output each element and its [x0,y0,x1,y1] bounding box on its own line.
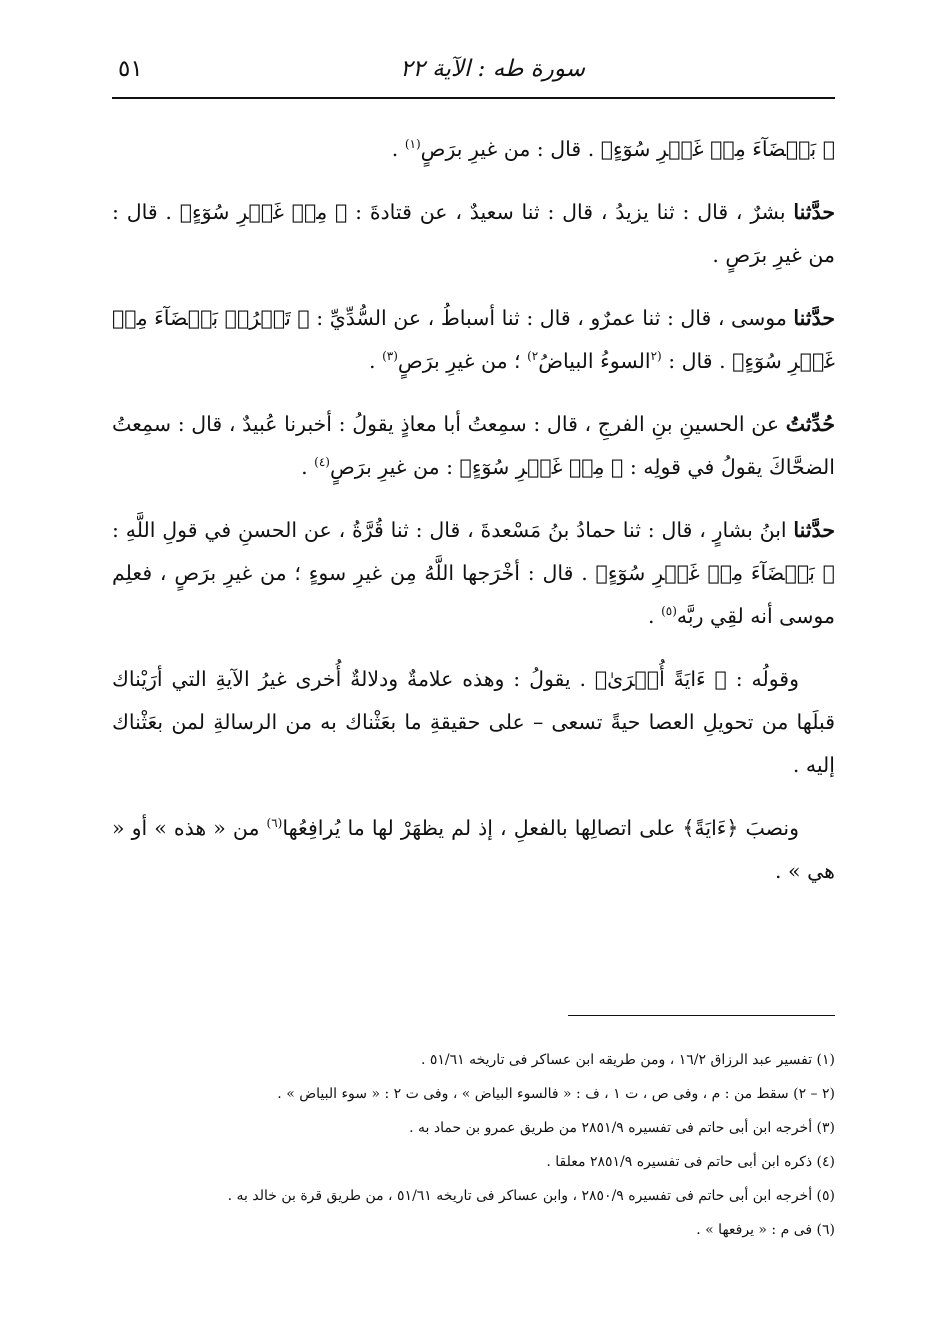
text-segment: ؛ من غيرِ برَصٍ [397,349,528,373]
paragraph [112,509,835,638]
page-number: ٥١ [118,56,143,82]
running-title: سورة طه : الآية ٢٢ [400,56,585,82]
text-segment: بشرٌ ، قال : ثنا يزيدُ ، قال : ثنا سعيدٌ ، عن قتادةَ : ﴿ مِنۡ غَيۡرِ سُوٓءٍ﴾ . قال : من غيرِ برَصٍ . [112,200,835,267]
footnote-reference[interactable]: (٤) [314,455,330,470]
footnote-reference[interactable]: (٥) [661,604,677,619]
paragraph [112,297,835,383]
footnote-reference[interactable]: (٣) [382,349,398,364]
paragraph [112,807,835,893]
text-segment: عن الحسينِ بنِ الفرجِ ، قال : سمِعتُ أبا معاذٍ يقولُ : أخبرنا عُبيدٌ ، قال : سمِعتُ الضحَّاكَ يقولُ في قولِه : ﴿ مِنۡ غَيۡرِ سُوٓءٍ﴾ : من غيرِ برَصٍ [112,412,835,479]
paragraph-lead-word: حدَّثنا [793,518,835,542]
page-header [112,52,835,92]
paragraph-lead-word: حدَّثنا [793,200,835,224]
text-segment: من « هذه » أو « هي » . [112,816,835,883]
text-segment: السوءُ البياضُ [538,349,651,373]
footnote-reference[interactable]: ٢) [527,349,539,364]
footnote: (١) تفسير عبد الرزاق ١٦/٢ ، ومن طريقه ابن عساكر فى تاريخه ٥١/٦١ . [420,1052,835,1068]
header-rule [112,97,835,99]
footnote-separator [568,1015,835,1016]
footnote-reference[interactable]: (١) [404,137,421,152]
text-segment: وقولُه : ﴿ ءَايَةً أُخۡرَىٰ﴾ . يقولُ : وهذه علامةٌ ودلالةٌ أُخرى غيرُ الآيةِ التي أرَيْناك قبلَها من تحويلِ العصا حيةً تسعى – على حقيقةِ ما بعَثْناك به من الرسالةِ لمن بعَثْناك إليه . [112,667,835,777]
footnote-reference[interactable]: (٦) [266,816,283,831]
paragraph [112,658,835,787]
text-segment: . [369,349,383,373]
paragraph-lead-word: حُدِّثتُ [785,412,835,436]
footnote: (٦) فى م : « يرفعها » . [696,1222,835,1238]
footnote: (٤) ذكره ابن أبى حاتم فى تفسيره ٢٨٥١/٩ معلقا . [546,1154,835,1170]
text-segment: . [301,455,315,479]
text-segment: موسى ، قال : ثنا عمرٌو ، قال : ثنا أسباطُ ، عن السُّدِّيِّ : ﴿ تَخۡرُجۡ بَيۡضَآءَ مِنۡ غَيۡرِ سُوٓءٍ﴾ . قال : [112,306,835,373]
text-segment: ﴿ بَيۡضَآءَ مِنۡ غَيۡرِ سُوٓءٍ﴾ . قال : من غيرِ برَصٍ [420,137,835,161]
footnote: (٢ – ٢) سقط من : م ، وفى ص ، ت ١ ، ف : « فالسوء البياض » ، وفى ت ٢ : « سوء البياض » . [277,1086,835,1102]
paragraph-lead-word: حدَّثنا [793,306,835,330]
text-segment: . [648,604,662,628]
footnote: (٣) أخرجه ابن أبى حاتم فى تفسيره ٢٨٥١/٩ من طريق عمرو بن حماد به . [409,1120,835,1136]
main-text [112,128,835,913]
text-segment: ونصبَ ﴿ءَايَةً﴾ على اتصالِها بالفعلِ ، إذ لم يظهَرْ لها ما يُرافِعُها [282,816,800,840]
footnote: (٥) أخرجه ابن أبى حاتم فى تفسيره ٢٨٥٠/٩ ، وابن عساكر فى تاريخه ٥١/٦١ ، من طريق قرة بن خالد به . [227,1188,835,1204]
footnote-reference[interactable]: (٢ [650,349,662,364]
paragraph [112,128,835,171]
paragraph [112,403,835,489]
paragraph [112,191,835,277]
text-segment: ابنُ بشارٍ ، قال : ثنا حمادُ بنُ مَسْعدةَ ، قال : ثنا قُرَّةُ ، عن الحسنِ في قولِ اللَّهِ : ﴿ بَيۡضَآءَ مِنۡ غَيۡرِ سُوٓءٍ﴾ . قال : أخْرَجها اللَّهُ مِن غيرِ سوءٍ ؛ من غيرِ برَصٍ ، فعلِم موسى أنه لقِي ربَّه [112,518,835,628]
text-segment: . [391,137,405,161]
footnotes [112,1043,835,1247]
